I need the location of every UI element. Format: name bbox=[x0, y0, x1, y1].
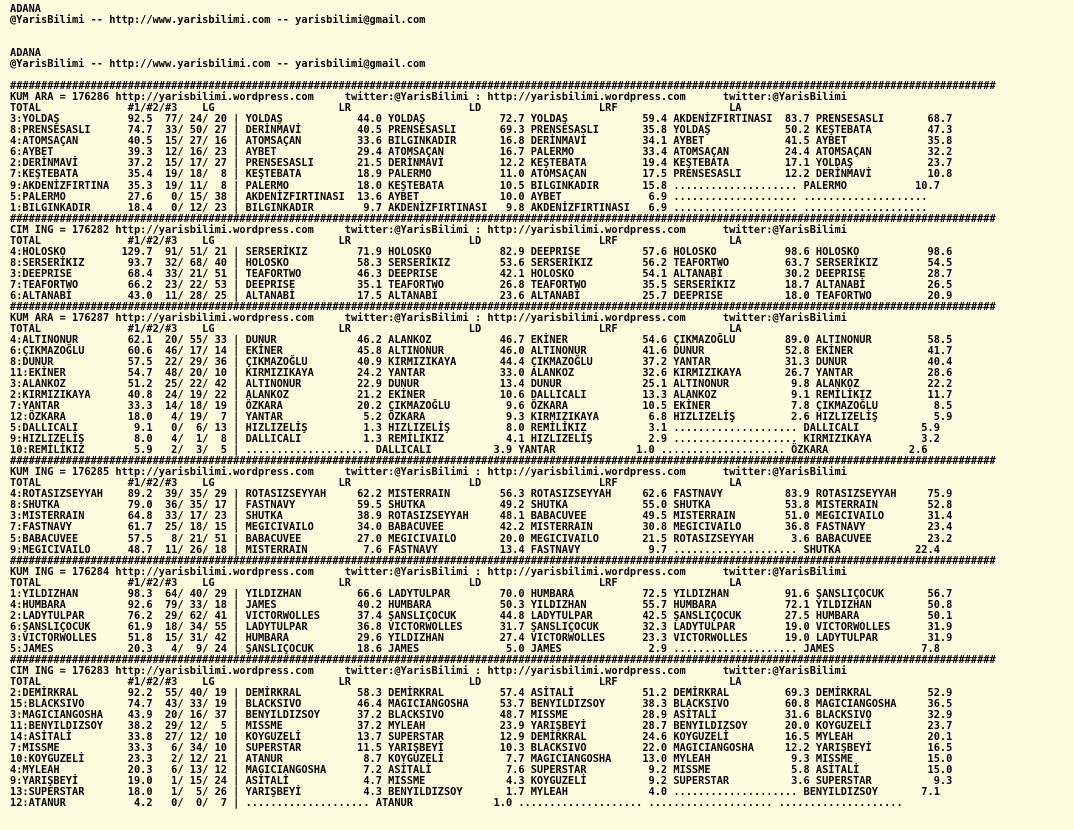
separator-line: ############################################################################################################################################################### bbox=[10, 455, 996, 468]
table-row: 14:ASİTALİ 33.8 27/ 12/ 10 | KOYGUZELİ 13.7 SUPERSTAR 12.9 DEMİRKRAL 24.6 KOYGUZELİ 16.5 MYLEAH 20.1 bbox=[10, 731, 953, 744]
table-row: 10:REMİLİKIZ 5.9 2/ 3/ 5 | .................... DALLICALI 3.9 YANTAR 1.0 .................... ÖZKARA 2.6 bbox=[10, 444, 928, 457]
separator-line: ############################################################################################################################################################### bbox=[10, 653, 996, 666]
track-title: ADANA bbox=[10, 47, 41, 60]
table-row: 10:KOYGUZELİ 23.3 2/ 12/ 21 | ATANUR 8.7 KOYGUZELİ 7.7 MAGICIANGOSHA 13.0 MYLEAH 9.3 MISSME 15.0 bbox=[10, 753, 953, 766]
table-row: 2:KIRMIZIKAYA 40.8 24/ 19/ 22 | ALANKOZ 21.2 EKİNER 10.6 DALLICALI 13.3 ALANKOZ 9.1 REMİLİKIZ 11.7 bbox=[10, 389, 953, 402]
table-row: 4:ATOMSAÇAN 40.5 15/ 27/ 16 | ATOMSAÇAN 33.6 BILGINKADIR 16.8 DERİNMAVİ 34.1 AYBET 41.5 AYBET 35.8 bbox=[10, 135, 953, 148]
table-row: 2:DEMİRKRAL 92.2 55/ 40/ 19 | DEMİRKRAL 58.3 DEMİRKRAL 57.4 ASİTALİ 51.2 DEMİRKRAL 69.3 DEMİRKRAL 52.9 bbox=[10, 686, 953, 699]
separator-line: ############################################################################################################################################################### bbox=[10, 554, 996, 567]
table-row: 4:ROTASIZSEYYAH 89.2 39/ 35/ 29 | ROTASIZSEYYAH 62.2 MISTERRAIN 56.3 ROTASIZSEYYAH 62.6 FASTNAVY 83.9 ROTASIZSEYYAH 75.9 bbox=[10, 488, 953, 501]
race-header: CIM ING = 176282 http://yarisbilimi.wordpress.com twitter:@YarisBilimi : http://yarisbilimi.wordpress.com twitter:@YarisBilimi bbox=[10, 223, 847, 236]
race-header: CIM ING = 176283 http://yarisbilimi.wordpress.com twitter:@YarisBilimi : http://yarisbilimi.wordpress.com twitter:@YarisBilimi bbox=[10, 664, 847, 677]
separator-line: ############################################################################################################################################################### bbox=[10, 212, 996, 225]
table-row: 3:DEEPRISE 68.4 33/ 21/ 51 | TEAFORTWO 46.3 DEEPRISE 42.1 HOLOSKO 54.1 ALTANABİ 30.2 DEEPRISE 28.7 bbox=[10, 267, 953, 280]
table-row: 6:AYBET 39.3 12/ 16/ 23 | AYBET 29.4 ATOMSAÇAN 16.7 PALERMO 33.4 ATOMSAÇAN 24.4 ATOMSAÇAN 32.2 bbox=[10, 146, 953, 159]
table-row: 8:SERSERİKIZ 93.7 32/ 68/ 40 | HOLOSKO 58.3 SERSERİKIZ 53.6 SERSERİKIZ 56.2 TEAFORTWO 63.7 SERSERİKIZ 54.5 bbox=[10, 256, 953, 269]
table-row: 5:BABACUVEE 57.5 8/ 21/ 51 | BABACUVEE 27.0 MEGICIVAILO 20.0 MEGICIVAILO 21.5 ROTASIZSEYYAH 3.6 BABACUVEE 23.2 bbox=[10, 532, 953, 545]
race-header: KUM ARA = 176286 http://yarisbilimi.wordpress.com twitter:@YarisBilimi : http://yarisbilimi.wordpress.com twitter:@YarisBilimi bbox=[10, 91, 847, 104]
table-row: 9:AKDENİZFIRTINA 35.3 19/ 11/ 8 | PALERMO 18.0 KEŞTEBATA 10.5 BILGINKADIR 15.8 .................... PALERMO 10.7 bbox=[10, 179, 940, 192]
table-row: 3:MAGICIANGOSHA 43.9 20/ 16/ 37 | BENYILDIZSOY 37.2 BLACKSIVO 48.7 MISSME 28.9 ASİTALİ 31.6 BLACKSIVO 32.9 bbox=[10, 709, 953, 721]
table-row: 12:ATANUR 4.2 0/ 0/ 7 | .................... ATANUR 1.0 .................... .................... .................... bbox=[10, 797, 903, 810]
table-row: 1:YILDIZHAN 98.3 64/ 40/ 29 | YILDIZHAN 66.6 LADYTULPAR 70.0 HUMBARA 72.5 YILDIZHAN 91.6 ŞANSLIÇOCUK 56.7 bbox=[10, 587, 953, 600]
table-row: 15:BLACKSIVO 74.7 43/ 33/ 19 | BLACKSIVO 46.4 MAGICIANGOSHA 53.7 BENYILDIZSOY 38.3 BLACKSIVO 60.8 MAGICIANGOSHA 36.5 bbox=[10, 697, 953, 710]
separator-line: ############################################################################################################################################################### bbox=[10, 80, 996, 93]
table-row: 3:ALANKOZ 51.2 25/ 22/ 42 | ALTINONUR 22.9 DUNUR 13.4 DUNUR 25.1 ALTINONUR 9.8 ALANKOZ 22.2 bbox=[10, 378, 953, 391]
table-row: 1:BILGINKADIR 18.4 0/ 12/ 23 | BILGINKADIR 9.7 AKDENİZFIRTINASI 9.8 AKDENİZFIRTINASI 6.9 .................... .................... bbox=[10, 201, 928, 214]
race-header: KUM ING = 176284 http://yarisbilimi.wordpress.com twitter:@YarisBilimi : http://yarisbilimi.wordpress.com twitter:@YarisBilimi bbox=[10, 565, 847, 578]
table-row: 4:ALTINONUR 62.1 20/ 55/ 33 | DUNUR 46.2 ALANKOZ 46.7 EKİNER 54.6 ÇIKMAZOĞLU 89.0 ALTINONUR 58.5 bbox=[10, 333, 953, 346]
table-row: 9:HIZLIZELİŞ 8.0 4/ 1/ 8 | DALLICALI 1.3 REMİLİKIZ 4.1 HIZLIZELİŞ 2.9 .................... KIRMIZIKAYA 3.2 bbox=[10, 433, 940, 446]
column-header: TOTAL #1/#2/#3 LG LR LD LRF LA bbox=[10, 322, 742, 335]
race-header: KUM ING = 176285 http://yarisbilimi.wordpress.com twitter:@YarisBilimi : http://yarisbilimi.wordpress.com twitter:@YarisBilimi bbox=[10, 466, 847, 479]
table-row: 8:DUNUR 57.5 22/ 29/ 36 | ÇIKMAZOĞLU 40.9 KIRMIZIKAYA 44.4 ÇIKMAZOĞLU 37.2 YANTAR 31.3 DUNUR 40.4 bbox=[10, 356, 953, 368]
blank-line bbox=[10, 37, 1074, 48]
table-row: 7:MISSME 33.3 6/ 34/ 10 | SUPERSTAR 11.5 YARIŞBEYİ 10.3 BLACKSIVO 22.0 MAGICIANGOSHA 12.2 YARIŞBEYİ 16.5 bbox=[10, 742, 953, 755]
table-row: 2:LADYTULPAR 76.2 29/ 62/ 41 | VICTORWOLLES 37.4 ŞANSLIÇOCUK 44.8 LADYTULPAR 42.5 ŞANSLIÇOCUK 27.5 HUMBARA 50.1 bbox=[10, 609, 953, 622]
table-row: 3:MISTERRAIN 64.8 33/ 17/ 23 | SHUTKA 38.9 ROTASIZSEYYAH 48.1 BABACUVEE 49.5 MISTERRAIN 51.0 MEGICIVAILO 31.4 bbox=[10, 510, 953, 523]
table-row: 3:YOLDAŞ 92.5 77/ 24/ 20 | YOLDAŞ 44.0 YOLDAŞ 72.7 YOLDAŞ 59.4 AKDENİZFIRTINASI 83.7 PRENSESASLI 68.7 bbox=[10, 113, 953, 126]
contact-line: @YarisBilimi -- http://www.yarisbilimi.com -- yarisbilimi@gmail.com bbox=[10, 58, 426, 71]
table-row: 5:DALLICALI 9.1 0/ 6/ 13 | HIZLIZELİŞ 1.3 HIZLIZELİŞ 8.0 REMİLİKIZ 3.1 .................... DALLICALI 5.9 bbox=[10, 422, 940, 435]
contact-line: @YarisBilimi -- http://www.yarisbilimi.com -- yarisbilimi@gmail.com bbox=[10, 14, 426, 27]
column-header: TOTAL #1/#2/#3 LG LR LD LRF LA bbox=[10, 675, 742, 688]
table-row: 7:KEŞTEBATA 35.4 19/ 18/ 8 | KEŞTEBATA 18.9 PALERMO 11.0 ATOMSAÇAN 17.5 PRENSESASLI 12.2 DERİNMAVİ 10.8 bbox=[10, 168, 953, 181]
column-header: TOTAL #1/#2/#3 LG LR LD LRF LA bbox=[10, 576, 742, 589]
table-row: 7:FASTNAVY 61.7 25/ 18/ 15 | MEGICIVAILO 34.0 BABACUVEE 42.2 MISTERRAIN 30.8 MEGICIVAILO 36.8 FASTNAVY 23.4 bbox=[10, 521, 953, 534]
table-row: 9:MEGICIVAILO 48.7 11/ 26/ 18 | MISTERRAIN 7.6 FASTNAVY 13.4 FASTNAVY 9.7 .................... SHUTKA 22.4 bbox=[10, 543, 940, 556]
table-row: 5:JAMES 20.3 4/ 9/ 24 | ŞANSLIÇOCUK 18.6 JAMES 5.0 JAMES 2.9 .................... JAMES 7.8 bbox=[10, 642, 940, 655]
column-header: TOTAL #1/#2/#3 LG LR LD LRF LA bbox=[10, 102, 742, 115]
table-row: 4:MYLEAH 20.3 6/ 13/ 12 | MAGICIANGOSHA 7.2 ASİTALİ 7.6 SUPERSTAR 9.2 MISSME 5.8 ASİTALİ 15.0 bbox=[10, 764, 953, 777]
table-row: 11:BENYILDIZSOY 38.2 29/ 12/ 5 | MISSME 37.2 MYLEAH 23.9 YARIŞBEYİ 28.7 BENYILDIZSOY 20.0 KOYGUZELİ 23.7 bbox=[10, 720, 953, 733]
table-row: 6:ALTANABİ 43.0 11/ 28/ 25 | ALTANABİ 17.5 ALTANABİ 23.6 ALTANABİ 25.7 DEEPRISE 18.0 TEAFORTWO 20.9 bbox=[10, 289, 953, 302]
column-header: TOTAL #1/#2/#3 LG LR LD LRF LA bbox=[10, 234, 742, 247]
separator-line: ############################################################################################################################################################### bbox=[10, 300, 996, 313]
table-row: 4:HOLOSKO 129.7 91/ 51/ 21 | SERSERİKIZ 71.9 HOLOSKO 82.9 DEEPRISE 57.6 HOLOSKO 98.6 HOLOSKO 98.6 bbox=[10, 245, 953, 258]
table-row: 3:VICTORWOLLES 51.8 15/ 31/ 42 | HUMBARA 29.6 YILDIZHAN 27.4 VICTORWOLLES 23.3 VICTORWOLLES 19.0 LADYTULPAR 31.9 bbox=[10, 631, 953, 644]
table-row: 6:ŞANSLIÇOCUK 61.9 18/ 34/ 55 | LADYTULPAR 36.8 VICTORWOLLES 31.7 ŞANSLIÇOCUK 32.3 LADYTULPAR 19.0 VICTORWOLLES 31.9 bbox=[10, 620, 953, 633]
table-row: 8:PRENSESASLI 74.7 33/ 50/ 27 | DERİNMAVİ 40.5 PRENSESASLI 69.3 PRENSESASLI 35.8 YOLDAŞ 50.2 KEŞTEBATA 47.3 bbox=[10, 124, 953, 137]
table-row: 11:EKİNER 54.7 48/ 20/ 10 | KIRMIZIKAYA 24.2 YANTAR 33.0 ALANKOZ 32.6 KIRMIZIKAYA 26.7 YANTAR 28.6 bbox=[10, 367, 953, 380]
table-row: 12:ÖZKARA 18.0 4/ 19/ 7 | YANTAR 5.2 ÖZKARA 9.3 KIRMIZIKAYA 6.8 HIZLIZELİŞ 2.6 HIZLIZELİŞ 5.9 bbox=[10, 411, 953, 424]
table-row: 9:YARIŞBEYİ 19.0 1/ 15/ 24 | ASİTALİ 4.7 MISSME 4.3 KOYGUZELİ 9.2 SUPERSTAR 3.6 SUPERSTAR 9.3 bbox=[10, 775, 953, 788]
track-title: ADANA bbox=[10, 3, 41, 15]
column-header: TOTAL #1/#2/#3 LG LR LD LRF LA bbox=[10, 477, 742, 490]
table-row: 5:PALERMO 27.6 0/ 15/ 38 | AKDENİZFIRTINASI 13.6 AYBET 10.0 AYBET 6.9 .................... .................... bbox=[10, 190, 928, 203]
blank-line bbox=[10, 26, 1074, 37]
document-body bbox=[10, 4, 1074, 809]
table-row: 13:SUPERSTAR 18.0 1/ 5/ 26 | YARIŞBEYİ 4.3 BENYILDIZSOY 1.7 MYLEAH 4.0 .................... BENYILDIZSOY 7.1 bbox=[10, 786, 940, 799]
table-row: 8:SHUTKA 79.0 36/ 35/ 17 | FASTNAVY 59.5 SHUTKA 49.2 SHUTKA 55.0 SHUTKA 53.8 MISTERRAIN 52.8 bbox=[10, 499, 953, 512]
race-header: KUM ARA = 176287 http://yarisbilimi.wordpress.com twitter:@YarisBilimi : http://yarisbilimi.wordpress.com twitter:@YarisBilimi bbox=[10, 311, 847, 324]
table-row: 4:HUMBARA 92.6 79/ 33/ 18 | JAMES 40.2 HUMBARA 50.3 YILDIZHAN 55.7 HUMBARA 72.1 YILDIZHAN 50.8 bbox=[10, 598, 953, 611]
table-row: 2:DERİNMAVİ 37.2 15/ 17/ 27 | PRENSESASLI 21.5 DERİNMAVİ 12.2 KEŞTEBATA 19.4 KEŞTEBATA 17.1 YOLDAŞ 23.7 bbox=[10, 157, 953, 170]
table-row: 7:TEAFORTWO 66.2 23/ 22/ 53 | DEEPRISE 35.1 TEAFORTWO 26.8 TEAFORTWO 35.5 SERSERİKIZ 18.7 ALTANABİ 26.5 bbox=[10, 278, 953, 291]
table-row: 6:ÇIKMAZOĞLU 60.6 46/ 17/ 14 | EKİNER 45.8 ALTINONUR 46.0 ALTINONUR 41.6 DUNUR 52.8 EKİNER 41.7 bbox=[10, 344, 953, 357]
table-row: 7:YANTAR 33.3 14/ 18/ 19 | ÖZKARA 20.2 ÇIKMAZOĞLU 9.6 ÖZKARA 10.5 EKİNER 7.8 ÇIKMAZOĞLU 8.5 bbox=[10, 400, 953, 413]
